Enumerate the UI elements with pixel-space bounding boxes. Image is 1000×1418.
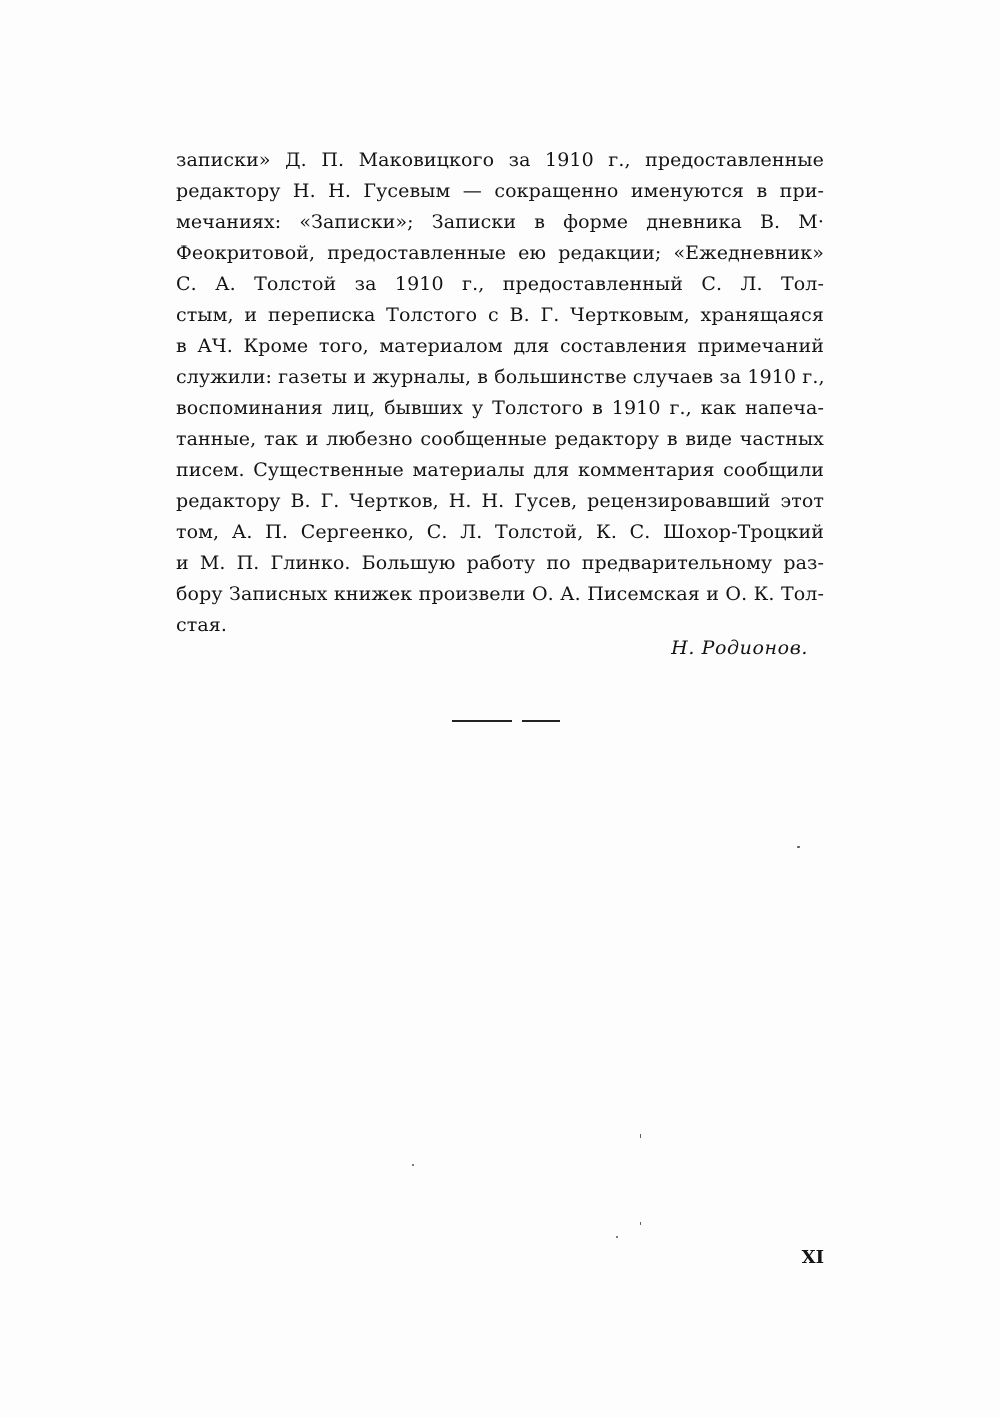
page-number: XI (801, 1247, 824, 1268)
scan-speck (412, 1164, 414, 1166)
paragraph-line: Феокритовой, предоставленные ею редакции; «Ежедневник» (176, 242, 824, 264)
paragraph-line: С. А. Толстой за 1910 г., предоставленный С. Л. Тол- (176, 273, 824, 295)
paragraph-line: служили: газеты и журналы, в большинстве случаев за 1910 г., (176, 366, 825, 388)
paragraph-line: в АЧ. Кроме того, материалом для составления примечаний (176, 335, 824, 357)
section-divider (522, 720, 560, 722)
paragraph-line: и М. П. Глинко. Большую работу по предварительному раз- (176, 552, 824, 574)
preface-paragraph (176, 145, 824, 641)
paragraph-line: том, А. П. Сергеенко, С. Л. Толстой, К. С. Шохор-Троцкий (176, 521, 824, 543)
paragraph-line: стая. (176, 614, 228, 636)
scan-speck (616, 1236, 618, 1238)
scan-speck (797, 846, 800, 848)
paragraph-line: воспоминания лиц, бывших у Толстого в 1910 г., как напеча- (176, 397, 824, 419)
paragraph-line: бору Записных книжек произвели О. А. Писемская и О. К. Тол- (176, 583, 824, 605)
paragraph-line: танные, так и любезно сообщенные редактору в виде частных (176, 428, 824, 450)
scan-speck (640, 1222, 641, 1225)
author-signature: Н. Родионов. (671, 637, 808, 659)
scan-speck (640, 1134, 641, 1138)
paragraph-line: стым, и переписка Толстого с В. Г. Чертковым, хранящаяся (176, 304, 824, 326)
paragraph-line: редактору В. Г. Чертков, Н. Н. Гусев, рецензировавший этот (176, 490, 824, 512)
section-divider (452, 720, 512, 722)
paragraph-line: писем. Существенные материалы для комментария сообщили (176, 459, 824, 481)
paragraph-line: мечаниях: «Записки»; Записки в форме дневника В. М· (176, 211, 824, 233)
paragraph-line: редактору Н. Н. Гусевым — сокращенно именуются в при- (176, 180, 824, 202)
paragraph-line: записки» Д. П. Маковицкого за 1910 г., предоставленные (176, 149, 824, 171)
